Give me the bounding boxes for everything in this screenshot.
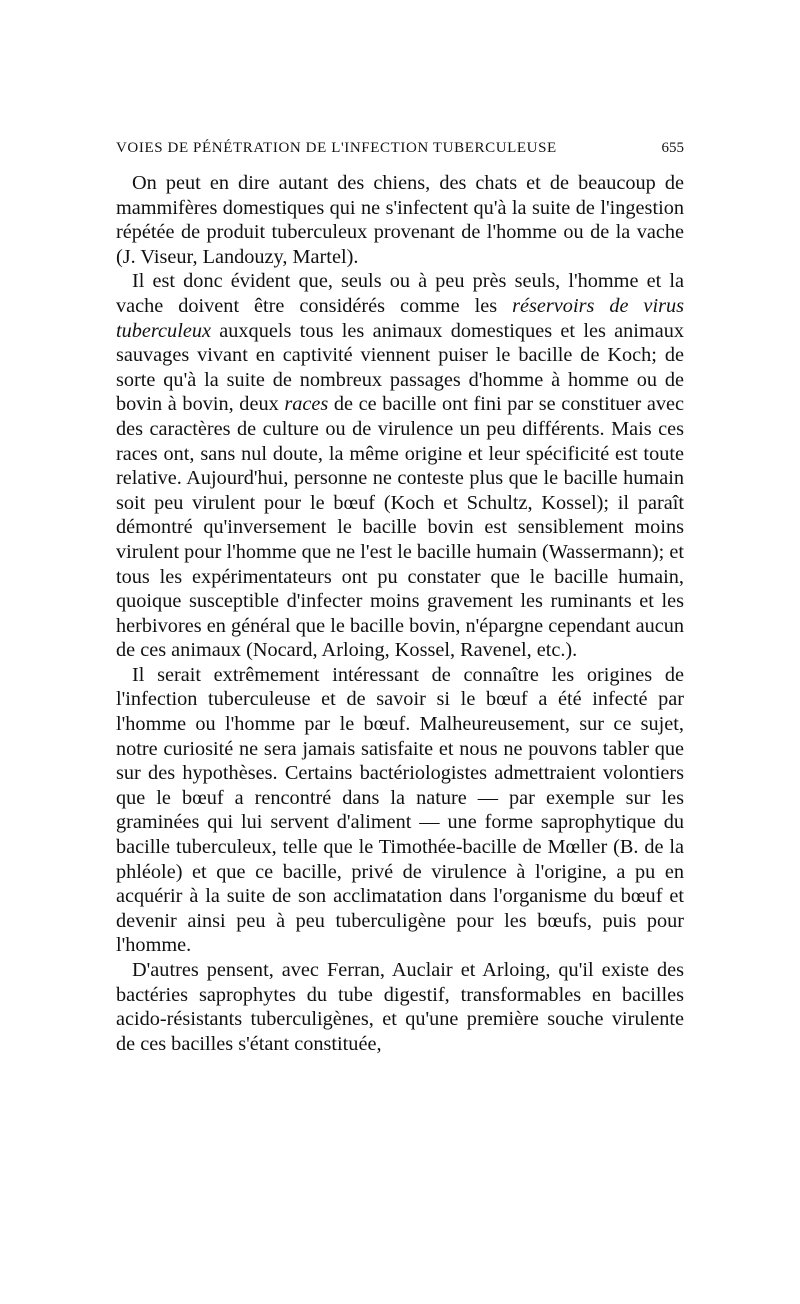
paragraph-text: On peut en dire autant des chiens, des chats et de beaucoup de mammifères domestiques qui ne s'infectent qu'à la suite de l'ingestion répétée de produit tuberculeux provenant de l'homme ou de la vache (J. Viseur, Landouzy, Martel).	[116, 172, 684, 268]
book-page	[116, 140, 684, 1056]
page-number: 655	[661, 140, 684, 156]
paragraph	[116, 958, 684, 1056]
paragraph	[116, 171, 684, 269]
italic-text: réservoirs de virus tuberculeux	[116, 294, 684, 342]
paragraph-text: de ce bacille ont fini par se constituer avec des caractères de culture ou de virulence un peu différents. Mais ces races ont, sans nul doute, la même origine et leur spécificité est toute relative. Aujourd'hui, personne ne conteste plus que le bacille humain soit peu virulent pour le bœuf (Koch et Schultz, Kossel); il paraît démontré qu'inversement le bacille bovin est sensiblement moins virulent pour l'homme que ne l'est le bacille humain (Wassermann); et tous les expérimentateurs ont pu constater que le bacille humain, quoique susceptible d'infecter moins gravement les ruminants et les herbivores en général que le bacille bovin, n'épargne cependant aucun de ces animaux (Nocard, Arloing, Kossel, Ravenel, etc.).	[116, 393, 685, 662]
paragraph-text: auxquels tous les animaux domestiques et les animaux sauvages vivant en captivité viennent puiser le bacille de Koch; de sorte qu'à la suite de nombreux passages d'homme à homme ou de bovin à bovin, deux	[116, 319, 684, 416]
paragraph	[116, 269, 684, 663]
running-head	[116, 140, 684, 157]
body-text	[116, 171, 684, 1056]
paragraph-text: D'autres pensent, avec Ferran, Auclair et Arloing, qu'il existe des bactéries saprophytes du tube digestif, transformables en bacilles acido-résistants tuberculigènes, et qu'une première souche virulente de ces bacilles s'étant constituée,	[116, 959, 684, 1055]
italic-text: races	[284, 393, 329, 416]
paragraph-text: Il serait extrêmement intéressant de connaître les origines de l'infection tuberculeuse et de savoir si le bœuf a été infecté par l'homme ou l'homme par le bœuf. Malheureusement, sur ce sujet, notre curiosité ne sera jamais satisfaite et nous ne pouvons tabler que sur des hypothèses. Certains bactériologistes admettraient volontiers que le bœuf a rencontré dans la nature — par exemple sur les graminées qui lui servent d'aliment — une forme saprophytique du bacille tuberculeux, telle que le Timothée-bacille de Mœller (B. de la phléole) et que ce bacille, privé de virulence à l'origine, a pu en acquérir à la suite de son acclimatation dans l'organisme du bœuf et devenir ainsi peu à peu tuberculigène pour les bœufs, puis pour l'homme.	[116, 663, 684, 957]
paragraph	[116, 663, 684, 958]
paragraph-text: Il est donc évident que, seuls ou à peu près seuls, l'homme et la vache doivent être considérés comme les	[116, 270, 684, 317]
running-title: VOIES DE PÉNÉTRATION DE L'INFECTION TUBERCULEUSE	[116, 140, 557, 156]
